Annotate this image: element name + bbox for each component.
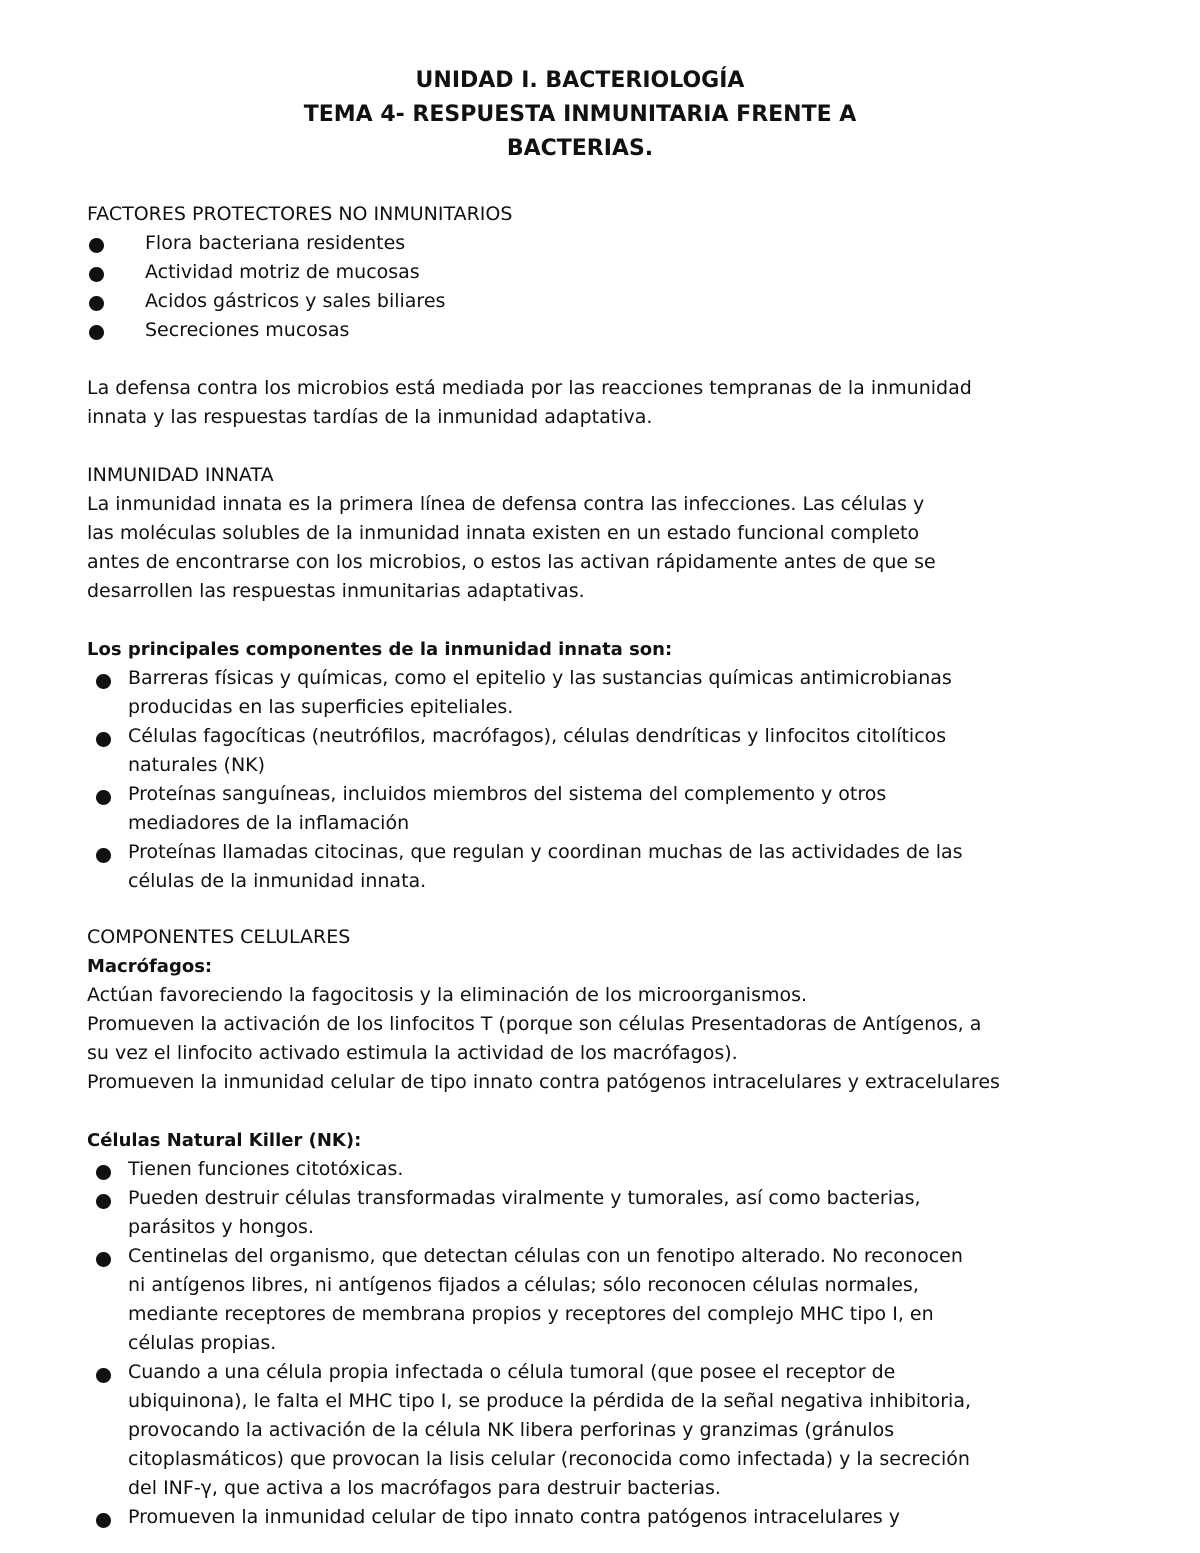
list-item-text: Secreciones mucosas bbox=[145, 319, 350, 341]
paragraph-line: las moléculas solubles de la inmunidad innata existen en un estado funcional completo bbox=[87, 522, 920, 544]
list-item-text: Acidos gástricos y sales biliares bbox=[145, 290, 446, 312]
list-item-text: parásitos y hongos. bbox=[128, 1216, 314, 1238]
paragraph-line: su vez el linfocito activado estimula la actividad de los macrófagos). bbox=[87, 1042, 738, 1064]
list-item-text: Actividad motriz de mucosas bbox=[145, 261, 420, 283]
list-item bbox=[87, 1184, 1147, 1242]
macrofagos-paragraph bbox=[87, 981, 1147, 1097]
innata-heading: INMUNIDAD INNATA bbox=[87, 464, 274, 486]
list-item-text: Células fagocíticas (neutrófilos, macrófagos), células dendríticas y linfocitos citolíticos bbox=[128, 725, 947, 747]
list-item-text: ni antígenos libres, ni antígenos fijados a células; sólo reconocen células normales, bbox=[128, 1274, 919, 1296]
bullet-icon bbox=[96, 1252, 111, 1267]
bullet-icon bbox=[89, 296, 104, 311]
list-item bbox=[87, 1242, 1147, 1358]
list-item-text: Proteínas sanguíneas, incluidos miembros del sistema del complemento y otros bbox=[128, 783, 887, 805]
paragraph-line: Actúan favoreciendo la fagocitosis y la eliminación de los microorganismos. bbox=[87, 984, 808, 1006]
list-item bbox=[87, 780, 1147, 838]
list-item bbox=[87, 722, 1147, 780]
list-item-text: naturales (NK) bbox=[128, 754, 266, 776]
list-item-text: Centinelas del organismo, que detectan células con un fenotipo alterado. No reconocen bbox=[128, 1245, 963, 1267]
list-item-text: Promueven la inmunidad celular de tipo innato contra patógenos intracelulares y bbox=[128, 1506, 901, 1528]
paragraph-line: La defensa contra los microbios está mediada por las reacciones tempranas de la inmunidad bbox=[87, 377, 972, 399]
list-item bbox=[87, 664, 1147, 722]
list-item bbox=[87, 1503, 1147, 1532]
list-item-text: Proteínas llamadas citocinas, que regulan y coordinan muchas de las actividades de las bbox=[128, 841, 963, 863]
paragraph-line: La inmunidad innata es la primera línea de defensa contra las infecciones. Las células y bbox=[87, 493, 925, 515]
list-item bbox=[87, 1155, 1147, 1184]
macrofagos-heading: Macrófagos: bbox=[87, 956, 213, 977]
bullet-icon bbox=[96, 1194, 111, 1209]
bullet-icon bbox=[89, 267, 104, 282]
componentes-heading: Los principales componentes de la inmunidad innata son: bbox=[87, 639, 673, 660]
bullet-icon bbox=[96, 848, 111, 863]
bullet-icon bbox=[89, 238, 104, 253]
innata-paragraph bbox=[87, 490, 1147, 606]
list-item-text: del INF-γ, que activa a los macrófagos para destruir bacterias. bbox=[128, 1477, 721, 1499]
list-item-text: Pueden destruir células transformadas viralmente y tumorales, así como bacterias, bbox=[128, 1187, 921, 1209]
list-item-text: células propias. bbox=[128, 1332, 277, 1354]
celulares-heading: COMPONENTES CELULARES bbox=[87, 926, 351, 948]
list-item bbox=[87, 1358, 1147, 1503]
list-item bbox=[87, 316, 1147, 345]
list-item-text: Cuando a una célula propia infectada o célula tumoral (que posee el receptor de bbox=[128, 1361, 896, 1383]
bullet-icon bbox=[96, 732, 111, 747]
document-title bbox=[0, 64, 1160, 166]
paragraph-line: innata y las respuestas tardías de la inmunidad adaptativa. bbox=[87, 406, 653, 428]
list-item bbox=[87, 287, 1147, 316]
list-item-text: mediadores de la inflamación bbox=[128, 812, 410, 834]
bullet-icon bbox=[96, 1513, 111, 1528]
nk-list bbox=[87, 1155, 1147, 1532]
list-item bbox=[87, 229, 1147, 258]
bullet-icon bbox=[96, 790, 111, 805]
list-item-text: Flora bacteriana residentes bbox=[145, 232, 406, 254]
document-page bbox=[87, 64, 1147, 1532]
bullet-icon bbox=[96, 1368, 111, 1383]
list-item-text: Tienen funciones citotóxicas. bbox=[128, 1158, 404, 1180]
list-item bbox=[87, 838, 1147, 896]
bullet-icon bbox=[89, 325, 104, 340]
paragraph-line: Promueven la inmunidad celular de tipo innato contra patógenos intracelulares y extracelulares bbox=[87, 1071, 1000, 1093]
nk-heading: Células Natural Killer (NK): bbox=[87, 1130, 362, 1151]
componentes-list bbox=[87, 664, 1147, 896]
factores-heading: FACTORES PROTECTORES NO INMUNITARIOS bbox=[87, 203, 513, 225]
list-item-text: provocando la activación de la célula NK libera perforinas y granzimas (gránulos bbox=[128, 1419, 895, 1441]
paragraph-line: Promueven la activación de los linfocitos T (porque son células Presentadoras de Antígenos, a bbox=[87, 1013, 982, 1035]
list-item-text: mediante receptores de membrana propios y receptores del complejo MHC tipo I, en bbox=[128, 1303, 934, 1325]
list-item-text: producidas en las superficies epiteliales. bbox=[128, 696, 514, 718]
unit-title: UNIDAD I. BACTERIOLOGÍA bbox=[415, 68, 745, 93]
list-item-text: células de la inmunidad innata. bbox=[128, 870, 427, 892]
paragraph-line: desarrollen las respuestas inmunitarias adaptativas. bbox=[87, 580, 585, 602]
list-item-text: Barreras físicas y químicas, como el epitelio y las sustancias químicas antimicrobianas bbox=[128, 667, 952, 689]
bullet-icon bbox=[96, 674, 111, 689]
topic-title: TEMA 4- RESPUESTA INMUNITARIA FRENTE A bbox=[303, 102, 857, 127]
list-item-text: ubiquinona), le falta el MHC tipo I, se produce la pérdida de la señal negativa inhibitoria, bbox=[128, 1390, 972, 1412]
topic-title-continuation: BACTERIAS. bbox=[506, 136, 654, 161]
intro-paragraph bbox=[87, 374, 1147, 432]
list-item bbox=[87, 258, 1147, 287]
paragraph-line: antes de encontrarse con los microbios, o estos las activan rápidamente antes de que se bbox=[87, 551, 936, 573]
factores-list bbox=[87, 229, 1147, 345]
list-item-text: citoplasmáticos) que provocan la lisis celular (reconocida como infectada) y la secreción bbox=[128, 1448, 970, 1470]
bullet-icon bbox=[96, 1165, 111, 1180]
